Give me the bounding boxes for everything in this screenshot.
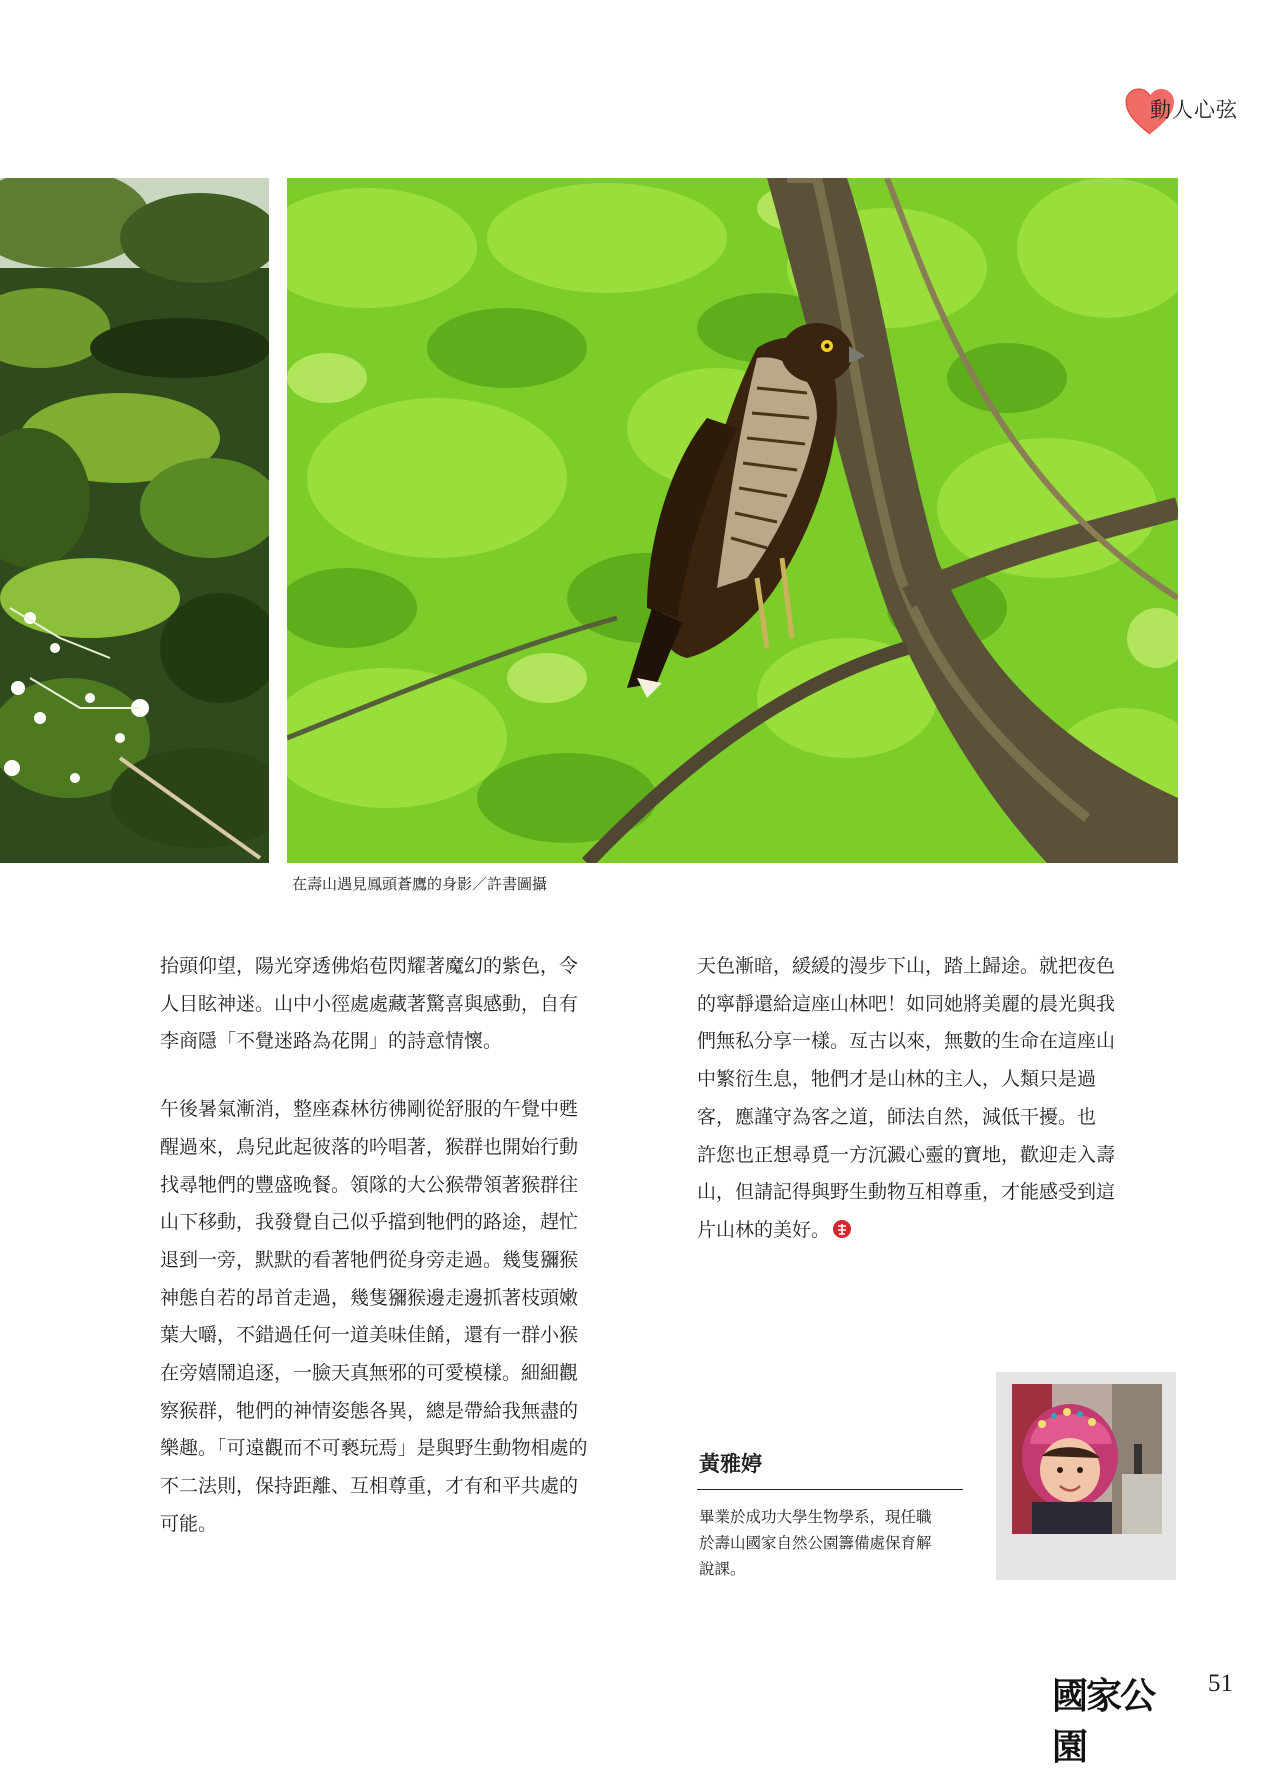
magazine-title: 國家公園 — [1052, 1675, 1155, 1768]
photo-caption: 在壽山遇見鳳頭蒼鷹的身影／許書圖攝 — [292, 875, 548, 893]
article-right-column — [697, 948, 1179, 1250]
author-name: 黃雅婷 — [699, 1452, 762, 1476]
page-number: 51 — [1208, 1670, 1233, 1697]
article-paragraph — [697, 948, 1179, 1250]
article-paragraph-text: 天色漸暗，緩緩的漫步下山，踏上歸途。就把夜色 的寧靜還給這座山林吧！如同她將美麗的晨光與我 們無私分享一樣。亙古以來，無數的生命在這座山 中繁衍生息，牠們才是山林的主人，人類只是過 客，應謹守為客之道，師法自然，減低干擾。也 許您也正想尋覓一方沉澱心靈的寶地，歡迎走入壽 山，但請記得與野生動物互相尊重，才能感受到這 片山林的美好。 — [697, 955, 1116, 1241]
author-divider — [697, 1489, 963, 1490]
article-left-column — [160, 948, 642, 1544]
author-bio: 畢業於成功大學生物學系，現任職 於壽山國家自然公園籌備處保育解 說課。 — [699, 1508, 932, 1578]
author-portrait — [1012, 1384, 1162, 1534]
article-paragraph: 抬頭仰望，陽光穿透佛焰苞閃耀著魔幻的紫色，令 人目眩神迷。山中小徑處處藏著驚喜與感動，自有 李商隱「不覺迷路為花開」的詩意情懷。 — [160, 955, 579, 1053]
magazine-logo — [1052, 1668, 1180, 1768]
section-tag: 動人心弦 — [1150, 98, 1238, 122]
article-paragraph: 午後暑氣漸消，整座森林彷彿剛從舒服的午覺中甦 醒過來，鳥兒此起彼落的吟唱著，猴群也開始行動 找尋牠們的豐盛晚餐。領隊的大公猴帶領著猴群往 山下移動，我發覺自己似乎擋到牠們的路途，趕忙 退到一旁，默默的看著牠們從身旁走過。幾隻獼猴 神態自若的昂首走過，幾隻獼猴邊走邊抓著枝頭嫩 葉大嚼，不錯過任何一道美味佳餚，還有一群小猴 在旁嬉鬧追逐，一臉天真無邪的可愛模樣。細細觀 察猴群，牠們的神情姿態各異，總是帶給我無盡的 樂趣。「可遠觀而不可褻玩焉」是與野生動物相處的 不二法則，保持距離、互相尊重，才有和平共處的 可能。 — [160, 1098, 588, 1535]
hawk-in-tree-photo — [287, 178, 1178, 863]
end-mark-icon — [832, 1219, 852, 1239]
jasmine-flower-photo — [0, 178, 269, 863]
